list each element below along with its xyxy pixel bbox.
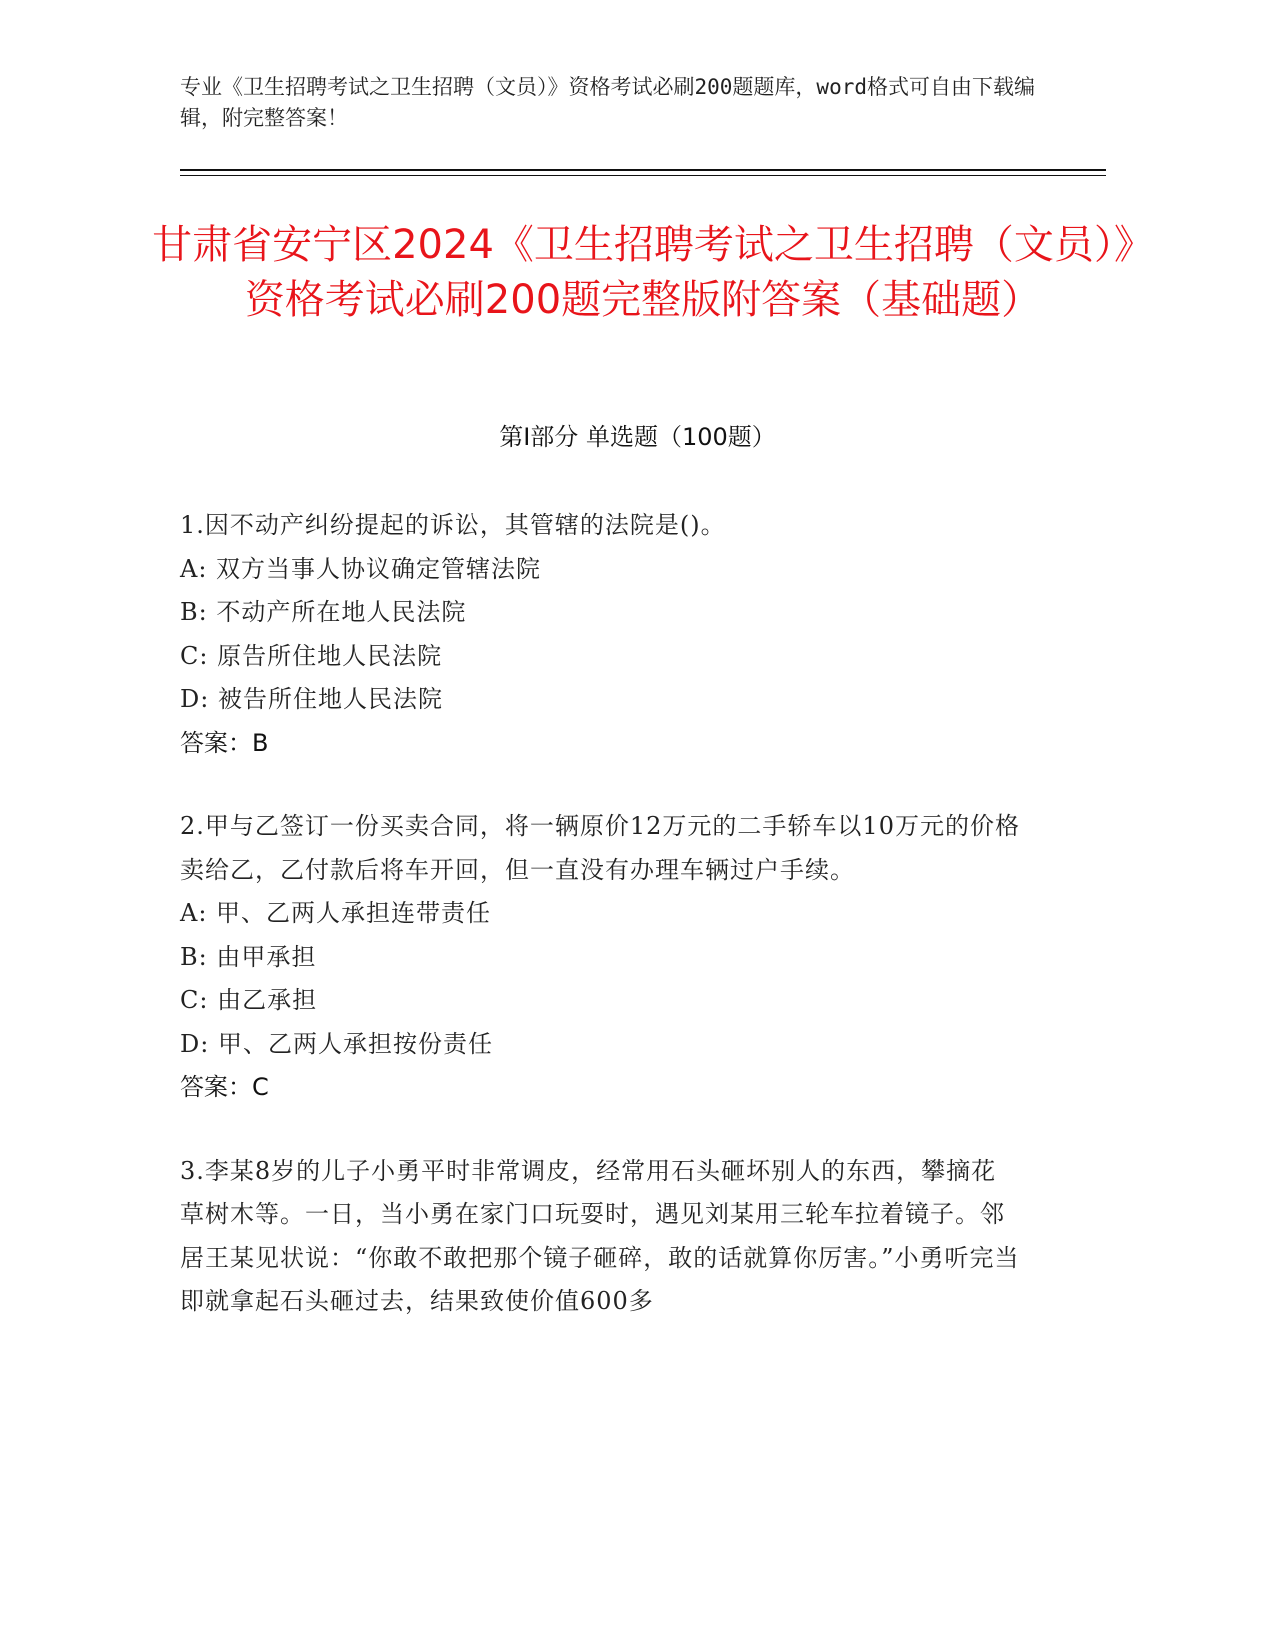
answer: 答案：C — [180, 1073, 269, 1101]
option-c: C: 原告所住地人民法院 — [180, 641, 443, 670]
question-stem: 1.因不动产纠纷提起的诉讼，其管辖的法院是()。 — [180, 511, 726, 539]
option-b: B: 由甲承担 — [180, 942, 317, 971]
question-2 — [180, 805, 1020, 1110]
question-stem: 3.李某8岁的儿子小勇平时非常调皮，经常用石头砸坏别人的东西，攀摘花草树木等。一日，当小勇在家门口玩耍时，遇见刘某用三轮车拉着镜子。邻居王某见状说：“你敢不敢把那个镜子砸碎，敢的话就算你厉害。”小勇听完当即就拿起石头砸过去，结果致使价值600多 — [180, 1156, 1020, 1315]
option-b: B: 不动产所在地人民法院 — [180, 598, 467, 626]
question-list — [180, 504, 1020, 1364]
answer: 答案：B — [180, 728, 269, 757]
option-d: D: 被告所住地人民法院 — [180, 685, 443, 713]
header-rule-thin — [180, 175, 1106, 176]
question-3 — [180, 1150, 1020, 1324]
document-title: 甘肃省安宁区2024《卫生招聘考试之卫生招聘（文员）》资格考试必刷200题完整版附答案（基础题） — [152, 222, 1134, 323]
question-stem: 2.甲与乙签订一份买卖合同，将一辆原价12万元的二手轿车以10万元的价格卖给乙，乙付款后将车开回，但一直没有办理车辆过户手续。 — [180, 812, 1020, 884]
question-1 — [180, 504, 1020, 765]
header-note: 专业《卫生招聘考试之卫生招聘（文员）》资格考试必刷200题题库，word格式可自由下载编辑，附完整答案！ — [180, 75, 1035, 130]
option-c: C: 由乙承担 — [180, 986, 318, 1014]
option-a: A: 甲、乙两人承担连带责任 — [180, 899, 492, 927]
header-rule-thick — [180, 169, 1106, 171]
option-d: D: 甲、乙两人承担按份责任 — [180, 1029, 493, 1058]
section-heading: 第Ⅰ部分 单选题（100题） — [499, 423, 776, 451]
option-a: A: 双方当事人协议确定管辖法院 — [180, 554, 542, 583]
